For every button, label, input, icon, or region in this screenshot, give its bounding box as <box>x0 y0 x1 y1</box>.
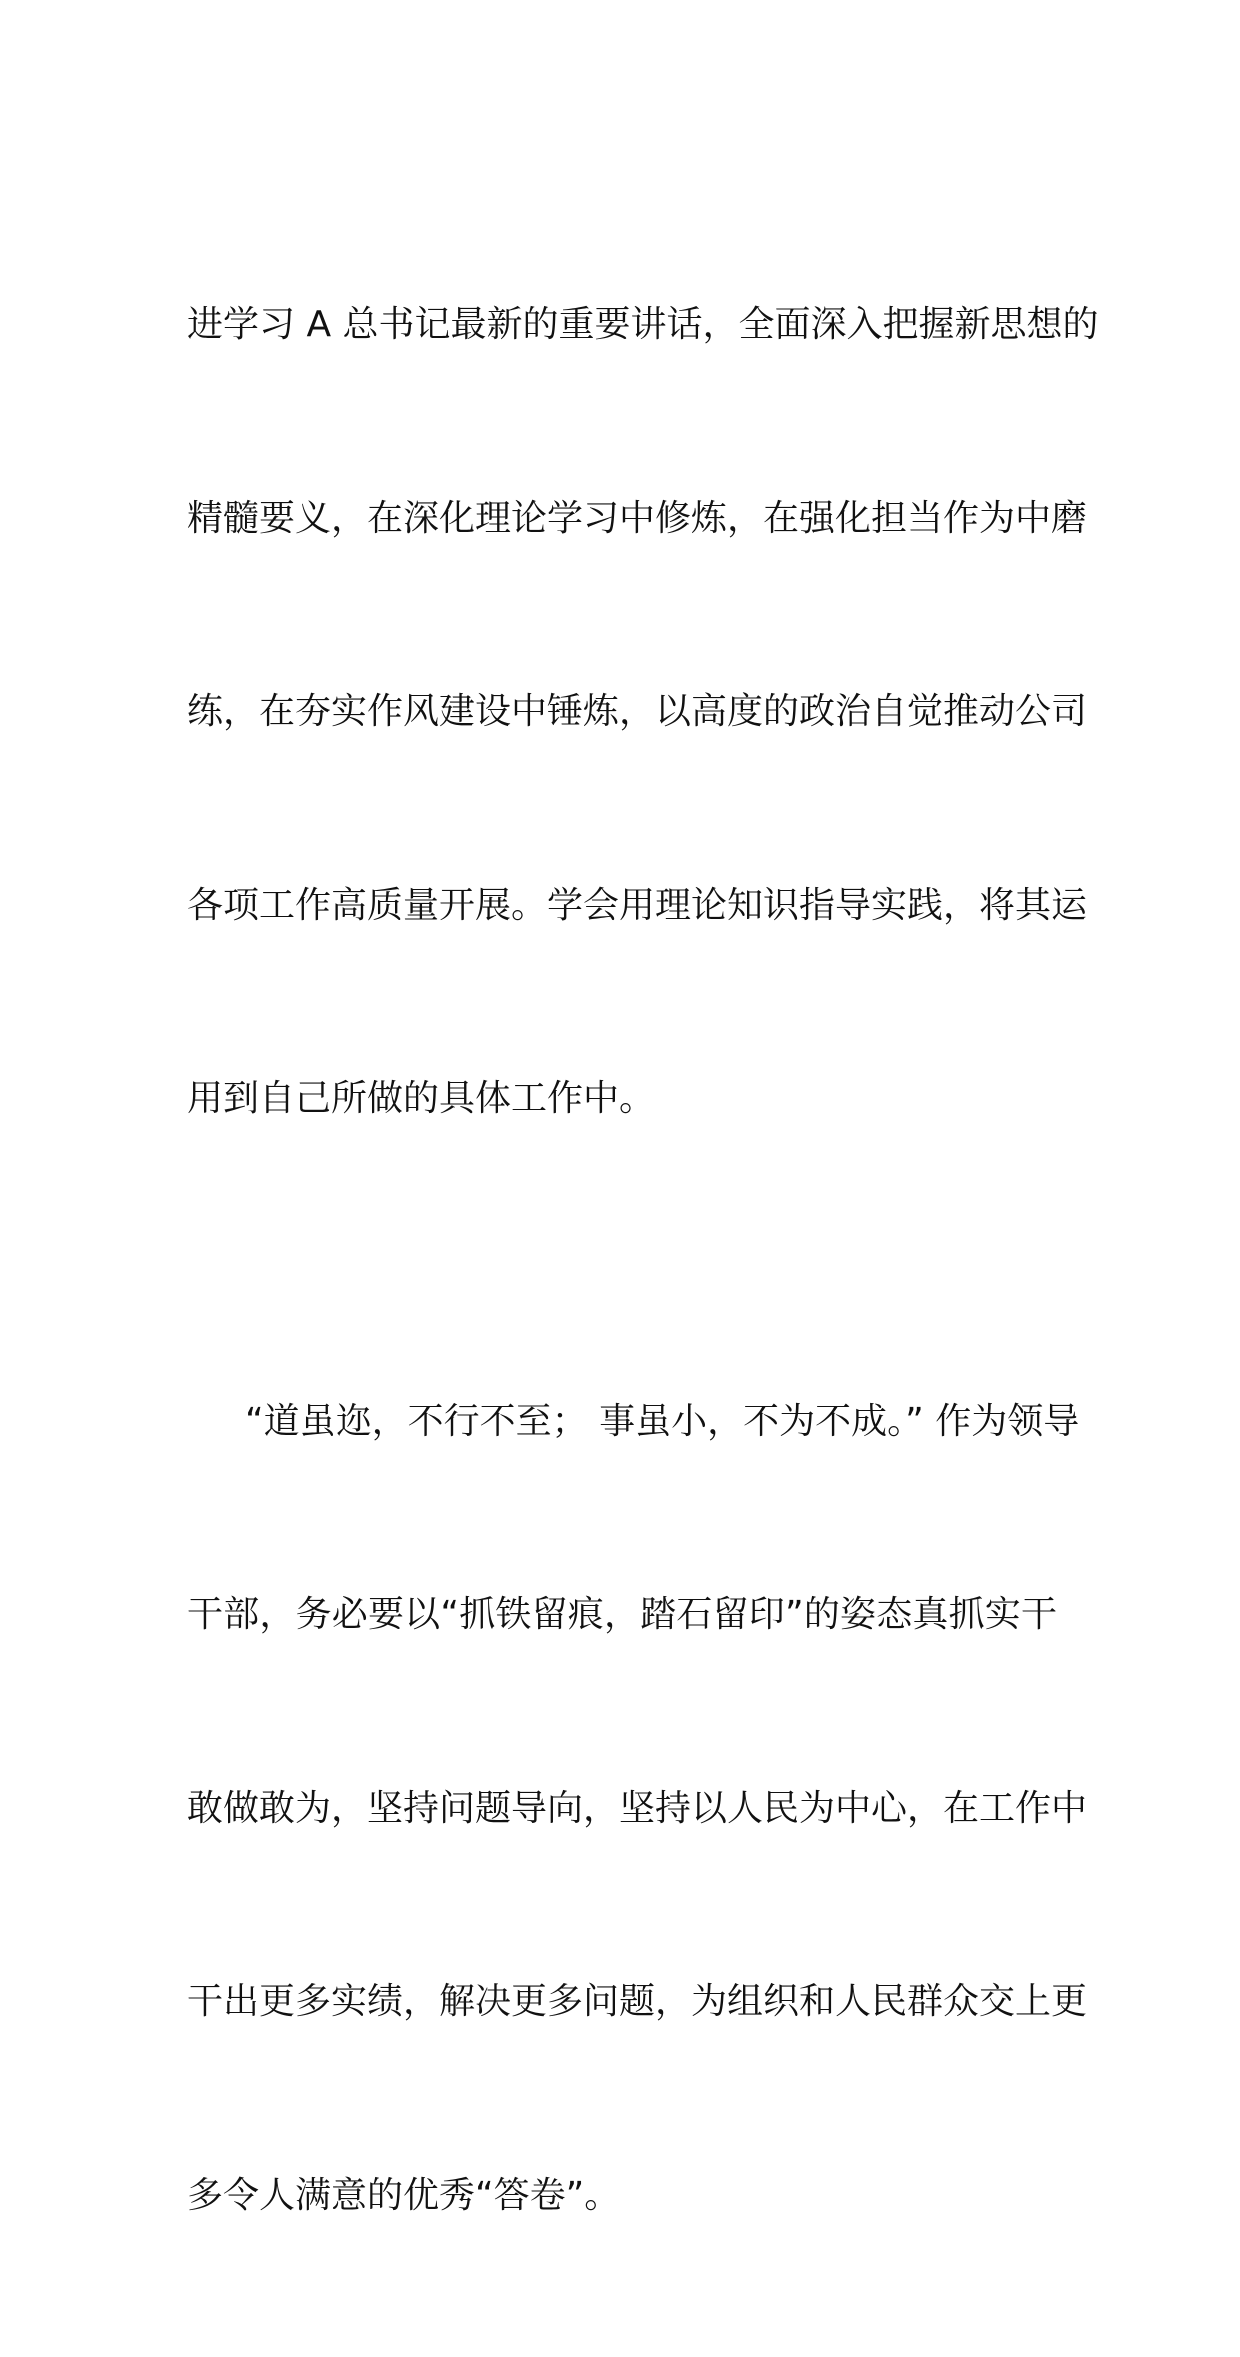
paragraph-2 <box>187 1261 1057 2357</box>
text-line: 精髓要义，在深化理论学习中修炼，在强化担当作为中磨 <box>187 487 1057 552</box>
text-line: 敢做敢为，坚持问题导向，坚持以人民为中心，在工作中 <box>187 1777 1057 1842</box>
text-line: 进学习 A 总书记最新的重要讲话，全面深入把握新思想的 <box>187 293 1057 358</box>
body-text <box>187 164 1057 2357</box>
text-line: 各项工作高质量开展。学会用理论知识指导实践，将其运 <box>187 874 1057 939</box>
paragraph-1 <box>187 164 1057 1261</box>
text-line: 用到自己所做的具体工作中。 <box>187 1067 1057 1132</box>
text-line: 练，在夯实作风建设中锤炼，以高度的政治自觉推动公司 <box>187 680 1057 745</box>
text-line: 干出更多实绩，解决更多问题，为组织和人民群众交上更 <box>187 1970 1057 2035</box>
text-line: 多令人满意的优秀“答卷”。 <box>187 2164 1057 2229</box>
text-line: “道虽迩，不行不至； 事虽小，不为不成。” 作为领导 <box>187 1390 1057 1455</box>
text-line: 干部，务必要以“抓铁留痕，踏石留印”的姿态真抓实干 <box>187 1583 1057 1648</box>
